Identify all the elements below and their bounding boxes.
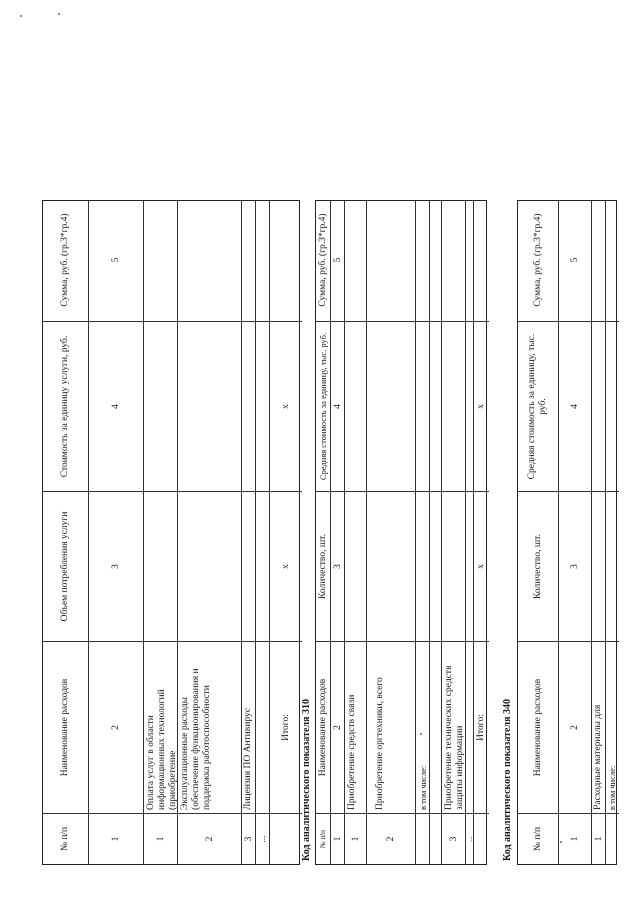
- table-row: [366, 201, 416, 864]
- row-name: в том числе:: [606, 642, 619, 814]
- total-sum: [270, 199, 302, 322]
- scan-speck: [20, 15, 22, 17]
- header-num: № п/п: [318, 830, 327, 848]
- column-numbers-row: [558, 201, 592, 864]
- row-num: 2: [204, 836, 215, 842]
- row-name: Расходные материалы для: [592, 642, 606, 814]
- total-label: Итого:: [474, 642, 489, 814]
- row-num: 1: [350, 836, 361, 842]
- row-price: [592, 322, 606, 492]
- table-header-row: [518, 201, 558, 864]
- colnum-5: 5: [89, 199, 144, 322]
- row-price: [144, 322, 178, 492]
- row-num: [606, 814, 619, 864]
- row-sum: [242, 199, 256, 322]
- row-price: [345, 322, 367, 492]
- row-num: [416, 814, 430, 864]
- column-numbers-row: [330, 201, 345, 864]
- row-price: [367, 322, 416, 492]
- section-310-title: Код аналитического показателя 310: [301, 699, 312, 861]
- row-qty: [416, 492, 430, 642]
- table-row: [177, 201, 242, 864]
- total-price: х: [270, 322, 302, 492]
- header-sum: Сумма, руб. (гр.3*гр.4): [518, 199, 558, 322]
- header-qty: Объем потребления услуги: [43, 492, 88, 642]
- colnum-1: 1: [111, 836, 121, 842]
- header-name: Наименование расходов: [518, 642, 558, 814]
- row-sum: [367, 199, 416, 322]
- header-num: № п/п: [60, 826, 70, 852]
- row-num: 1: [155, 836, 166, 842]
- scan-speck: [420, 733, 422, 735]
- table-310: [315, 200, 487, 865]
- row-qty: [345, 492, 367, 642]
- table-row: [143, 201, 178, 864]
- row-num: 2: [386, 836, 396, 842]
- row-num: 3: [243, 836, 254, 842]
- column-numbers-row: [88, 201, 144, 864]
- row-qty: [178, 492, 242, 642]
- row-price: [256, 322, 270, 492]
- header-price: Стоимость за единицу услуги, руб.: [43, 322, 88, 492]
- table-row: [344, 201, 367, 864]
- table-total-row: [473, 201, 489, 864]
- table-total-row: [269, 201, 302, 864]
- table-row: [605, 201, 619, 864]
- colnum-5: 5: [559, 199, 592, 322]
- row-sum: [592, 199, 606, 322]
- row-price: [606, 322, 619, 492]
- row-price: [416, 322, 430, 492]
- row-qty: [367, 492, 416, 642]
- total-num: [270, 814, 302, 864]
- table-header-row: [316, 201, 330, 864]
- row-qty: [256, 492, 270, 642]
- header-num: № п/п: [532, 826, 543, 852]
- colnum-5: 5: [331, 199, 345, 322]
- row-num: 1: [593, 836, 604, 842]
- row-sum: [442, 199, 466, 322]
- header-qty: Количество, шт.: [316, 492, 330, 642]
- header-price: Средняя стоимость за единицу, тыс. руб.: [316, 322, 330, 492]
- scan-speck: [560, 841, 562, 843]
- total-label: Итого:: [270, 642, 302, 814]
- table-340: [517, 200, 617, 865]
- scan-speck: [58, 13, 60, 15]
- row-sum: [144, 199, 178, 322]
- table-row: [241, 201, 256, 864]
- row-price: [442, 322, 466, 492]
- colnum-4: 4: [89, 322, 144, 492]
- row-name: Оплата услуг в области информационных технологий (приобретение: [144, 642, 178, 814]
- row-num: ...: [257, 835, 268, 843]
- row-sum: [178, 199, 242, 322]
- colnum-2: 2: [89, 642, 144, 814]
- total-num: [474, 814, 489, 864]
- colnum-3: 3: [331, 492, 345, 642]
- total-qty: х: [474, 492, 489, 642]
- colnum-2: 2: [331, 642, 345, 814]
- row-qty: [144, 492, 178, 642]
- header-sum: Сумма, руб. (гр.3*гр.4): [43, 199, 88, 322]
- row-name: Приобретение оргтехники, всего: [367, 642, 416, 814]
- total-price: х: [474, 322, 489, 492]
- row-sum: [256, 199, 270, 322]
- table-row: [255, 201, 270, 864]
- row-num: ...: [466, 836, 474, 842]
- row-sum: [606, 199, 619, 322]
- colnum-1: 1: [570, 836, 580, 842]
- colnum-2: 2: [559, 642, 592, 814]
- row-name: Эксплуатационные расходы (обеспечение функционирования и поддержка работоспособности: [178, 642, 242, 814]
- row-name: Приобретение технических средств защиты информации: [442, 642, 466, 814]
- row-sum: [345, 199, 367, 322]
- row-qty: [592, 492, 606, 642]
- row-num: 3: [448, 836, 459, 842]
- row-qty: [242, 492, 256, 642]
- header-sum: Сумма, руб. (гр.3*гр.4): [316, 199, 330, 322]
- table-row: [415, 201, 430, 864]
- colnum-4: 4: [559, 322, 592, 492]
- table-row: [591, 201, 606, 864]
- section-340-title: Код аналитического показателя 340: [502, 699, 513, 861]
- table-row: [441, 201, 466, 864]
- header-name: Наименование расходов: [43, 642, 88, 814]
- row-qty: [606, 492, 619, 642]
- row-name: Приобретение средств связи: [345, 642, 367, 814]
- row-name: в том числе:: [416, 642, 430, 814]
- header-price: Средняя стоимость за единицу, тыс. руб.: [518, 322, 558, 492]
- total-qty: х: [270, 492, 302, 642]
- row-price: [242, 322, 256, 492]
- row-sum: [416, 199, 430, 322]
- colnum-1: 1: [332, 836, 343, 842]
- colnum-3: 3: [559, 492, 592, 642]
- row-name: [256, 642, 270, 814]
- row-price: [178, 322, 242, 492]
- colnum-3: 3: [89, 492, 144, 642]
- header-name: Наименование расходов: [316, 642, 330, 814]
- header-qty: Количество, шт.: [518, 492, 558, 642]
- row-qty: [442, 492, 466, 642]
- total-sum: [474, 199, 489, 322]
- colnum-4: 4: [331, 322, 345, 492]
- row-name: Лицензия ПО Антивирус: [242, 642, 256, 814]
- table-header-row: [43, 201, 88, 864]
- table-services: [42, 200, 300, 865]
